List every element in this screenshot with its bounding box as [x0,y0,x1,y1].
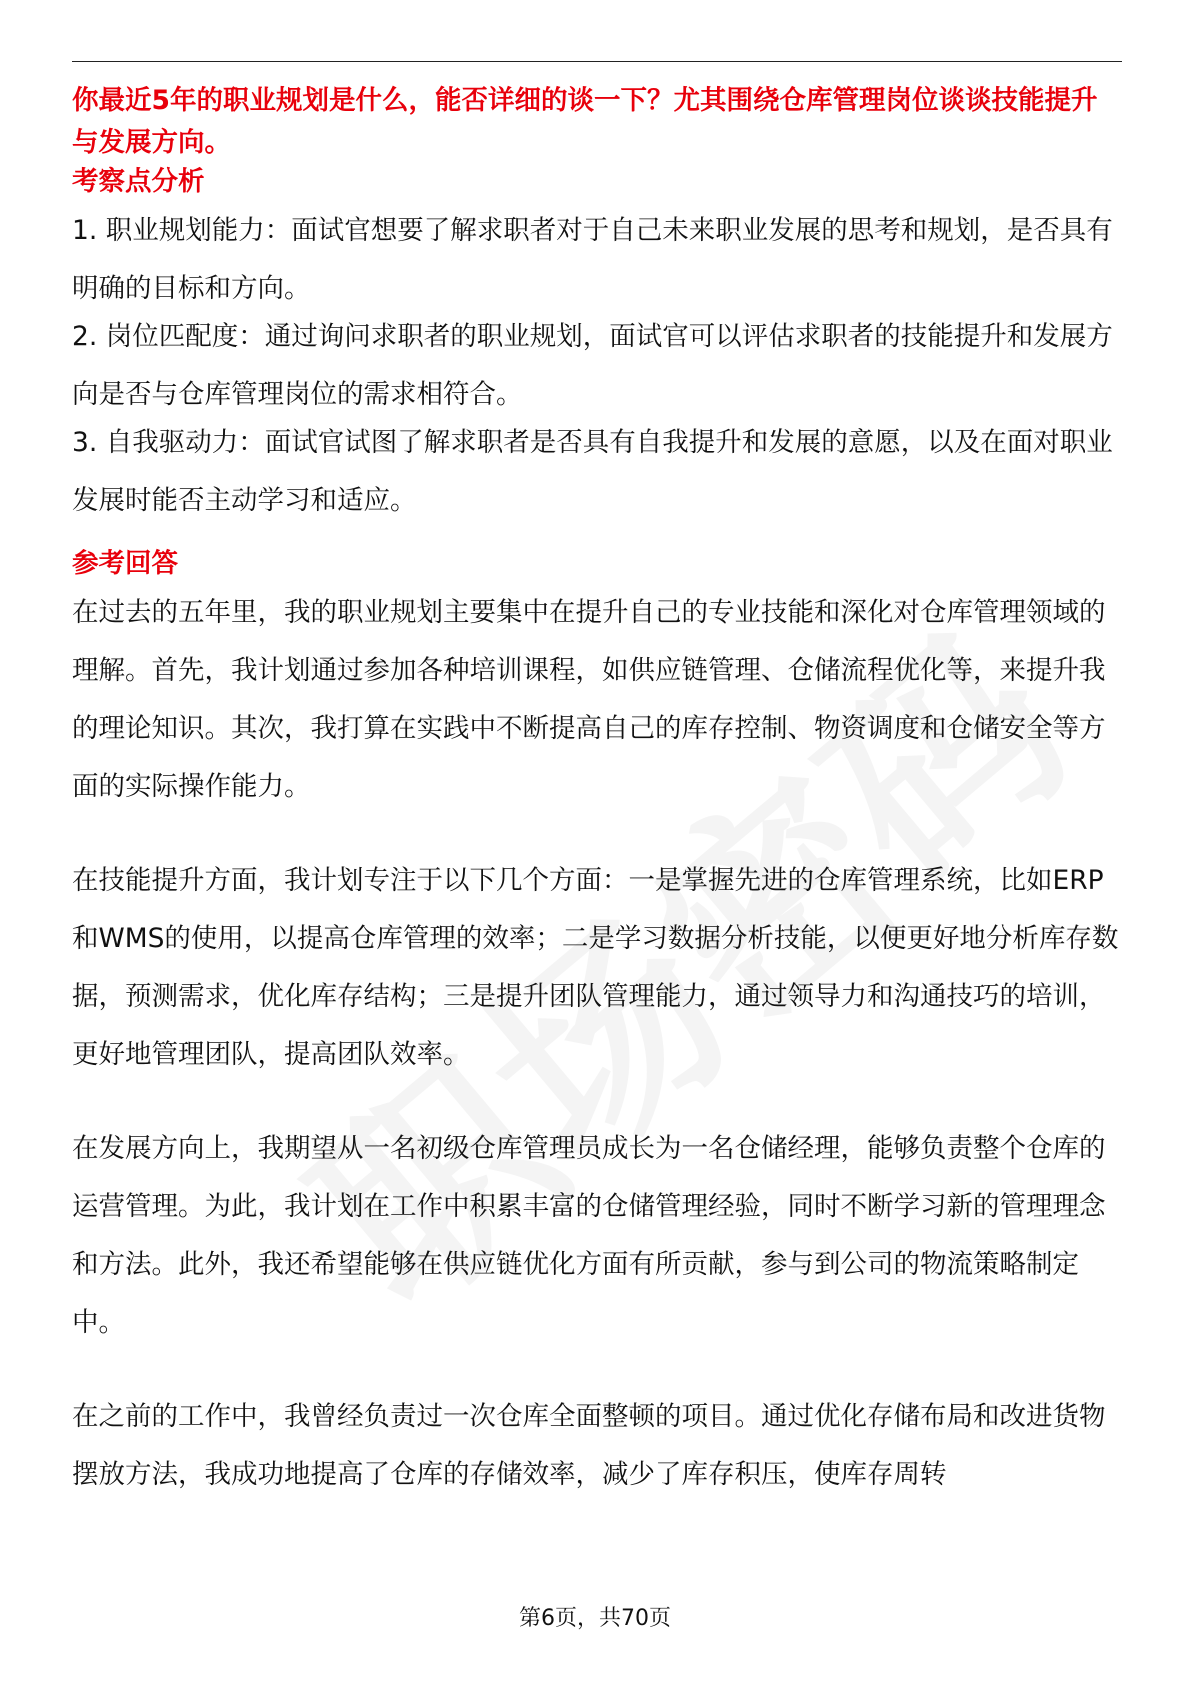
answer-paragraph: 在发展方向上，我期望从一名初级仓库管理员成长为一名仓储经理，能够负责整个仓库的运营管理。为此，我计划在工作中积累丰富的仓储管理经验，同时不断学习新的管理理念和方法。此外，我还希望能够在供应链优化方面有所贡献，参与到公司的物流策略制定中。 [72,1133,1106,1338]
question-title: 你最近5年的职业规划是什么，能否详细的谈一下？尤其围绕仓库管理岗位谈谈技能提升与发展方向。 [72,85,1098,158]
page-number: 第6页，共70页 [519,1606,671,1631]
answer-heading: 参考回答 [72,548,178,579]
analysis-point: 2. 岗位匹配度：通过询问求职者的职业规划，面试官可以评估求职者的技能提升和发展方向是否与仓库管理岗位的需求相符合。 [72,321,1113,410]
analysis-point: 3. 自我驱动力：面试官试图了解求职者是否具有自我提升和发展的意愿，以及在面对职业发展时能否主动学习和适应。 [72,427,1113,516]
answer-paragraph: 在过去的五年里，我的职业规划主要集中在提升自己的专业技能和深化对仓库管理领域的理解。首先，我计划通过参加各种培训课程，如供应链管理、仓储流程优化等，来提升我的理论知识。其次，我打算在实践中不断提高自己的库存控制、物资调度和仓储安全等方面的实际操作能力。 [72,597,1106,802]
answer-paragraph: 在之前的工作中，我曾经负责过一次仓库全面整顿的项目。通过优化存储布局和改进货物摆放方法，我成功地提高了仓库的存储效率，减少了库存积压，使库存周转 [72,1401,1106,1490]
analysis-point: 1. 职业规划能力：面试官想要了解求职者对于自己未来职业发展的思考和规划，是否具有明确的目标和方向。 [72,215,1113,304]
analysis-heading: 考察点分析 [72,166,205,197]
answer-paragraph: 在技能提升方面，我计划专注于以下几个方面：一是掌握先进的仓库管理系统，比如ERP和WMS的使用，以提高仓库管理的效率；二是学习数据分析技能，以便更好地分析库存数据，预测需求，优化库存结构；三是提升团队管理能力，通过领导力和沟通技巧的培训，更好地管理团队，提高团队效率。 [72,865,1119,1070]
top-rule [72,61,1122,62]
